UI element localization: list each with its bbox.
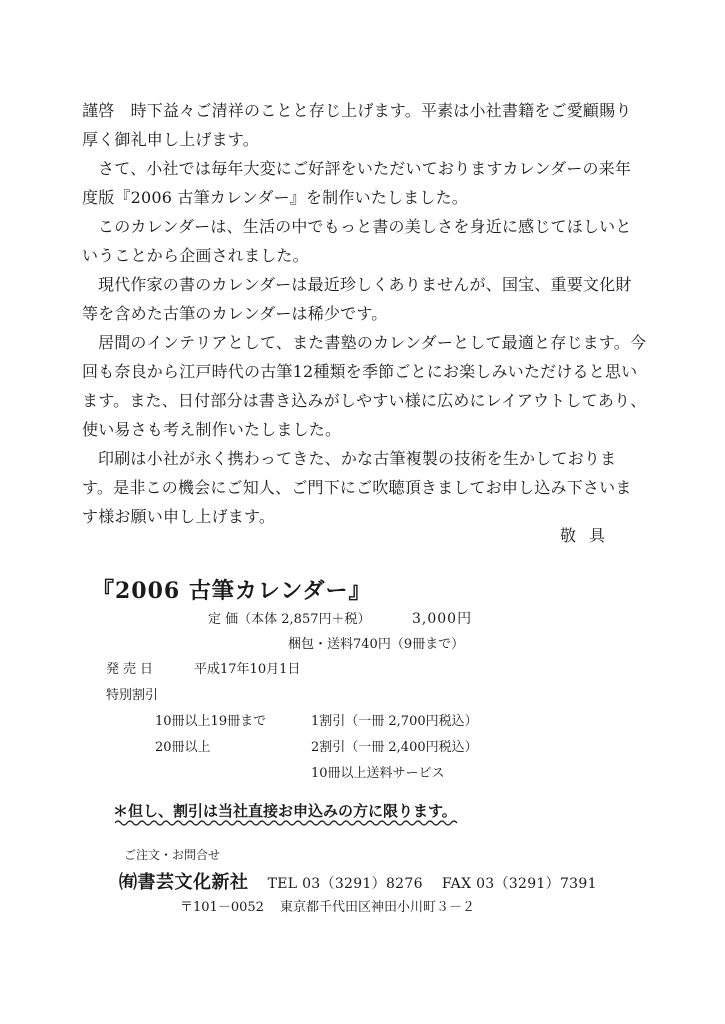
price-value: 3,000円 <box>412 611 473 627</box>
free-shipping-note: 10冊以上送料サービス <box>311 766 445 781</box>
discount-tier-rate: 1割引（一冊 2,700円税込） <box>311 714 478 729</box>
letter-paragraph: さて、小社では毎年大変にご好評をいただいておりますカレンダーの来年度版『2006 古筆カレンダー』を制作いたしました。 <box>82 159 632 207</box>
price-label: 定 価（本体 2,857円＋税） <box>208 612 371 627</box>
fax-number: FAX 03（3291）7391 <box>441 876 597 892</box>
wavy-underline <box>115 818 460 828</box>
letter-paragraph: 居間のインテリアとして、また書塾のカレンダーとして最適と存じます。今回も奈良から江戸時代の古筆12種類を季節ごとにお楽しみいただけると思います。また、日付部分は書き込みがしやすい様に広めにレイアウトしてあり、使い易さも考え制作いたしました。 <box>82 333 647 439</box>
discount-notice: ＊但し、割引は当社直接お申込みの方に限ります。 <box>113 802 457 820</box>
discount-tier-quantity: 10冊以上19冊まで <box>155 714 267 729</box>
phone-number: TEL 03（3291）8276 <box>267 876 423 892</box>
discount-tier-quantity: 20冊以上 <box>155 740 211 755</box>
letter-closing: 敬具 <box>560 526 619 545</box>
shipping-info: 梱包・送料740円（9冊まで） <box>288 637 465 652</box>
letter-paragraph: 印刷は小社が永く携わってきた、かな古筆複製の技術を生かしております。是非この機会にご知人、ご門下にご吹聴頂きましてお申し込み下さいます様お願い申し上げます。 <box>82 449 632 526</box>
release-date-label: 発売日 <box>106 662 158 677</box>
company-line <box>119 868 597 894</box>
discount-tier-rate: 2割引（一冊 2,400円税込） <box>311 740 478 755</box>
release-date-value: 平成17年10月1日 <box>194 662 301 677</box>
company-name: ㈲書芸文化新社 <box>119 872 249 893</box>
address-line <box>180 896 475 915</box>
postal-code: 〒101－0052 <box>180 900 264 915</box>
contact-label: ご注文・お問合せ <box>124 848 221 862</box>
product-title: 『2006 古筆カレンダー』 <box>92 578 372 604</box>
discount-label: 特別割引 <box>106 688 159 703</box>
letter-body <box>82 96 647 531</box>
letter-paragraph: このカレンダーは、生活の中でもっと書の美しさを身近に感じてほしいということから企画されました。 <box>82 217 632 265</box>
letter-paragraph: 謹啓 時下益々ご清祥のことと存じ上げます。平素は小社書籍をご愛顧賜り厚く御礼申し上げます。 <box>82 101 632 149</box>
letter-paragraph: 現代作家の書のカレンダーは最近珍しくありませんが、国宝、重要文化財等を含めた古筆のカレンダーは稀少です。 <box>82 275 632 323</box>
street-address: 東京都千代田区神田小川町３－２ <box>280 900 476 915</box>
